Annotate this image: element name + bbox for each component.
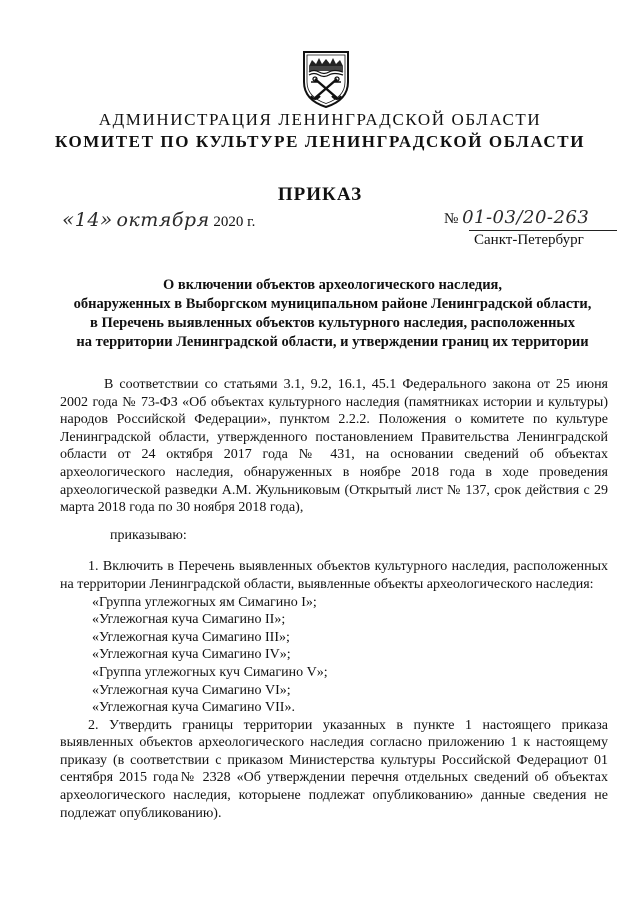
item-1-paragraph: 1. Включить в Перечень выявленных объектов культурного наследия, расположенных на территории Ленинградской области, выявленные объекты археологического наследия: [60, 559, 608, 592]
heritage-object-item: «Группа углежогных куч Симагино V»; [92, 664, 328, 680]
committee-name: КОМИТЕТ ПО КУЛЬТУРЕ ЛЕНИНГРАДСКОЙ ОБЛАСТИ [54, 132, 586, 151]
title-line: в Перечень выявленных объектов культурного наследия, расположенных [89, 315, 575, 331]
document-type: ПРИКАЗ [277, 184, 363, 205]
number-underline [469, 230, 617, 231]
order-word: приказываю: [110, 527, 187, 543]
heritage-object-item: «Углежогная куча Симагино IV»; [92, 647, 291, 663]
document-city: Санкт-Петербург [474, 232, 584, 248]
date-day: 14 [74, 209, 100, 231]
title-line: обнаруженных в Выборгском муниципальном районе Ленинградской области, [73, 296, 592, 312]
heritage-object-item: «Углежогная куча Симагино VII». [92, 700, 295, 716]
date-close-quote: » [99, 207, 113, 231]
title-line: О включении объектов археологического наследия, [162, 277, 503, 293]
heritage-object-item: «Группа углежогных ям Симагино I»; [92, 594, 317, 610]
heritage-object-item: «Углежогная куча Симагино II»; [92, 612, 286, 628]
item-2-paragraph: 2. Утвердить границы территории указанных в пункте 1 настоящего приказа выявленных объектов археологического наследия согласно приложению 1 к настоящему приказу (в соответствии с приказом Министерства культуры Российской Федерациот 01 сентября 2015 года№ 2328 «Об утверждении перечня отдельных сведений об объектах археологического наследия, которыене подлежат опубликованию» данные сведения не подлежат опубликованию). [60, 717, 608, 821]
title-line: на территории Ленинградской области, и утверждении границ их территории [76, 334, 589, 350]
document-date [62, 207, 255, 231]
organization-name: АДМИНИСТРАЦИЯ ЛЕНИНГРАДСКОЙ ОБЛАСТИ [98, 110, 542, 129]
document-title [60, 276, 605, 352]
date-open-quote: « [62, 207, 75, 231]
document-number [444, 207, 589, 228]
document-body [60, 376, 608, 822]
preamble-paragraph: В соответствии со статьями 3.1, 9.2, 16.1, 45.1 Федерального закона от 25 июня 2002 года № 73-ФЗ «Об объектах культурного наследия (памятниках истории и культуры) народов Российской Федерации», пунктом 2.2.2. Положения о комитете по культуре Ленинградской области, утвержденного постановлением Правительства Ленинградской области от 24 октября 2017 года № 431, на основании сведений об объектах археологического наследия, обнаруженных в ноябре 2018 года в ходе проведения археологической разведки А.М. Жульниковым (Открытый лист № 137, срок действия с 29 марта 2018 года по 30 ноября 2018 года), [60, 377, 608, 516]
coat-of-arms-icon [300, 48, 352, 110]
number-prefix: № [444, 211, 459, 227]
date-month: октября [116, 209, 210, 231]
heritage-object-item: «Углежогная куча Симагино VI»; [92, 682, 291, 698]
date-year: 2020 г. [213, 214, 256, 230]
heritage-object-item: «Углежогная куча Симагино III»; [92, 629, 290, 645]
number-value: 01-03/20-263 [462, 207, 590, 228]
